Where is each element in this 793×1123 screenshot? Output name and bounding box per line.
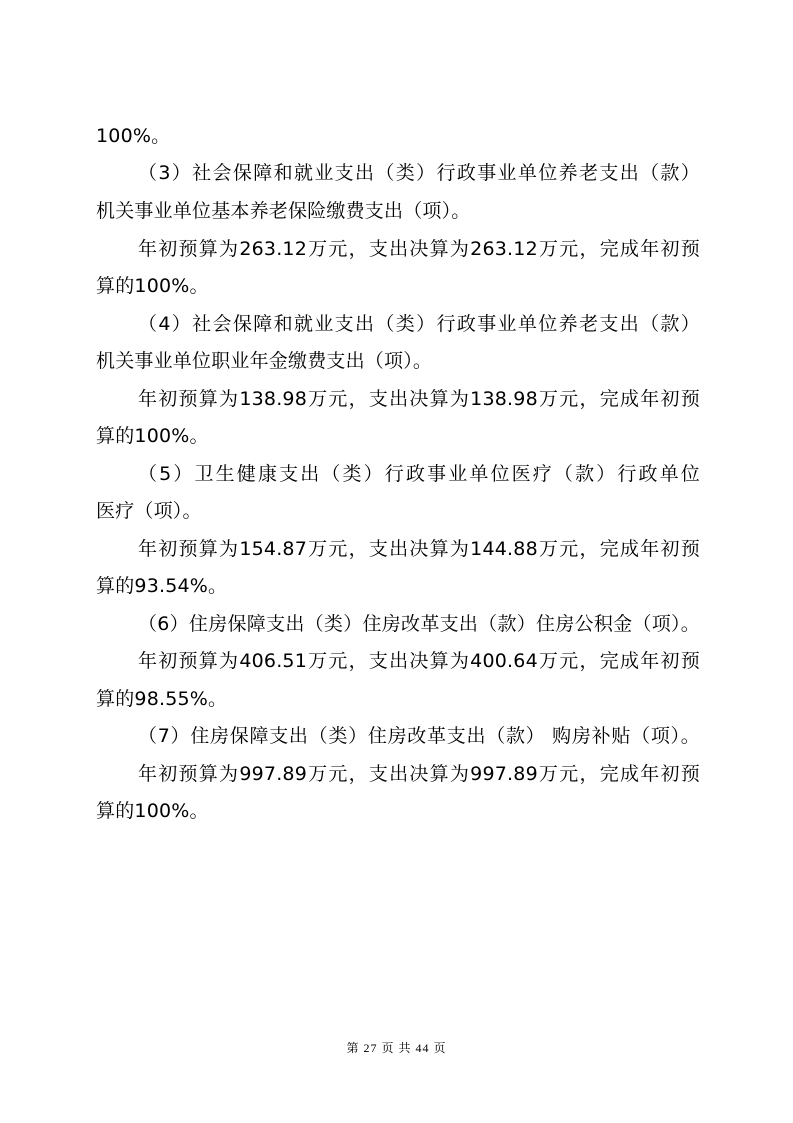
paragraph-line: （6）住房保障支出（类）住房改革支出（款）住房公积金（项）。 (138, 613, 700, 635)
paragraph-line: 机关事业单位基本养老保险缴费支出（项）。 (96, 200, 471, 222)
paragraph-line: 年初预算为263.12万元，支出决算为263.12万元，完成年初预 (138, 238, 700, 260)
paragraph-line: 100%。 (96, 125, 171, 147)
paragraph-line: 年初预算为406.51万元，支出决算为400.64万元，完成年初预 (138, 650, 700, 672)
paragraph-line: 算的98.55%。 (96, 688, 228, 710)
paragraph-line: （3）社会保障和就业支出（类）行政事业单位养老支出（款） (138, 162, 700, 184)
paragraph-line: （5）卫生健康支出（类）行政事业单位医疗（款）行政单位 (138, 463, 700, 485)
paragraph-line: 年初预算为138.98万元，支出决算为138.98万元，完成年初预 (138, 388, 700, 410)
paragraph-line: 年初预算为997.89万元，支出决算为997.89万元，完成年初预 (138, 763, 700, 785)
paragraph-line: 算的100%。 (96, 425, 209, 447)
page-number-footer: 第 27 页 共 44 页 (346, 1041, 447, 1055)
paragraph-line: 年初预算为154.87万元，支出决算为144.88万元，完成年初预 (138, 538, 700, 560)
paragraph-line: 算的93.54%。 (96, 575, 228, 597)
paragraph-line: （7）住房保障支出（类）住房改革支出（款） 购房补贴（项）。 (138, 725, 700, 747)
paragraph-line: （4）社会保障和就业支出（类）行政事业单位养老支出（款） (138, 313, 700, 335)
paragraph-line: 算的100%。 (96, 275, 209, 297)
paragraph-line: 医疗（项）。 (96, 500, 202, 522)
paragraph-line: 算的100%。 (96, 800, 209, 822)
paragraph-line: 机关事业单位职业年金缴费支出（项）。 (96, 350, 433, 372)
